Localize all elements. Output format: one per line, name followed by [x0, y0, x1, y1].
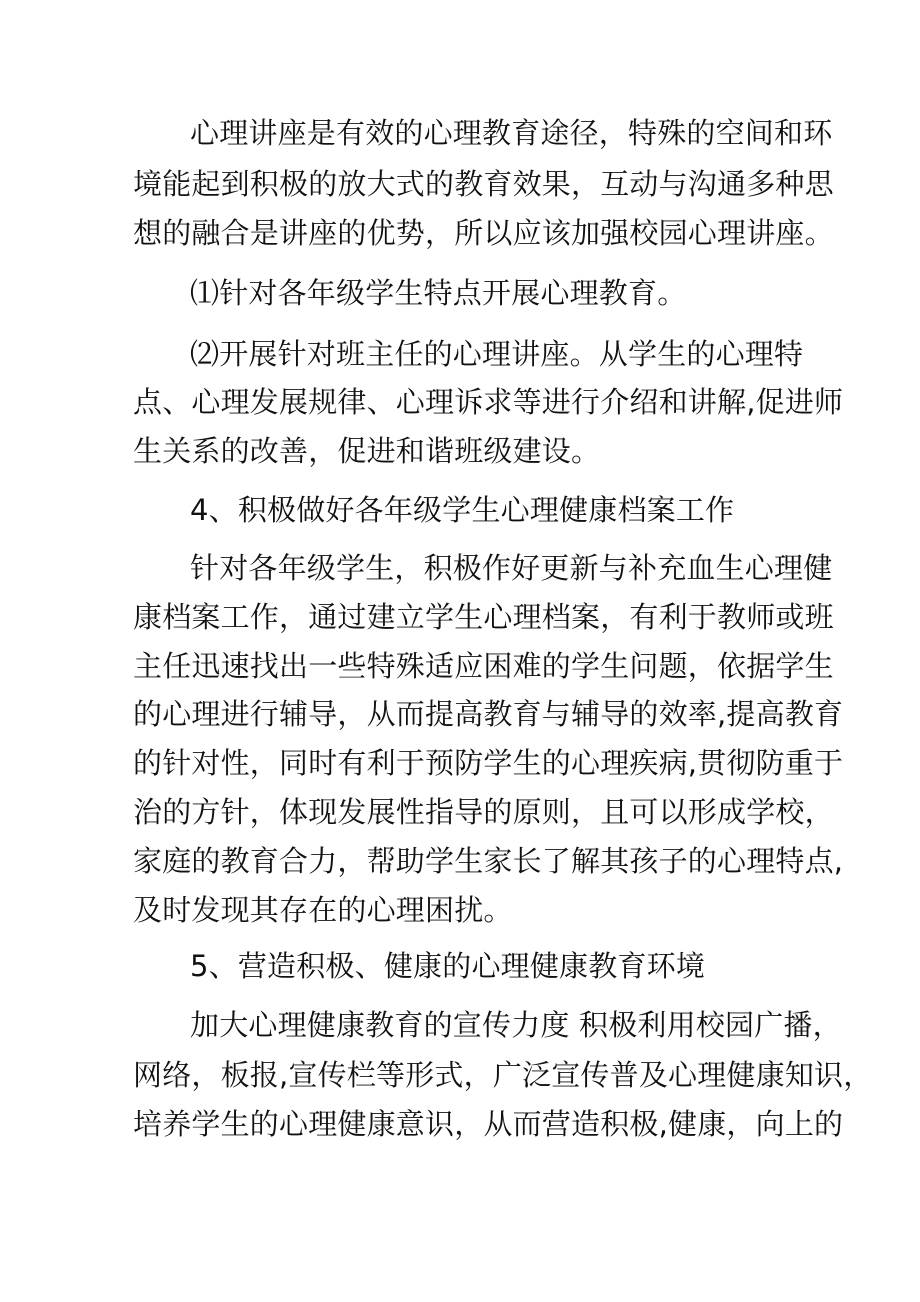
paragraph-line: 心理讲座是有效的心理教育途径，特殊的空间和环 [190, 116, 833, 150]
list-item: ⑴针对各年级学生特点开展心理教育。 [190, 276, 687, 310]
paragraph-line: 点、心理发展规律、心理诉求等进行介绍和讲解,促进师 [133, 385, 844, 419]
paragraph-line: 康档案工作，通过建立学生心理档案，有利于教师或班 [133, 600, 834, 634]
paragraph-line: 主任迅速找出一些特殊适应困难的学生问题，依据学生 [133, 649, 834, 683]
paragraph-line: 境能起到积极的放大式的教育效果，互动与沟通多种思 [133, 167, 834, 201]
paragraph-line: 家庭的教育合力，帮助学生家长了解其孩子的心理特点, [133, 844, 844, 878]
paragraph-line: 的针对性，同时有利于预防学生的心理疾病,贯彻防重于 [133, 746, 844, 780]
paragraph-line: 治的方针，体现发展性指导的原则，且可以形成学校， [133, 795, 834, 829]
paragraph-line: 想的融合是讲座的优势，所以应该加强校园心理讲座。 [133, 216, 834, 250]
paragraph-line: 培养学生的心理健康意识，从而营造积极,健康，向上的 [133, 1107, 844, 1141]
paragraph-line: 及时发现其存在的心理困扰。 [133, 893, 513, 927]
list-item: ⑵开展针对班主任的心理讲座。从学生的心理特 [190, 337, 804, 371]
paragraph-line: 加大心理健康教育的宣传力度 积极利用校园广播， [190, 1008, 842, 1042]
paragraph-line: 针对各年级学生，积极作好更新与补充血生心理健 [190, 551, 833, 585]
paragraph-line: 的心理进行辅导，从而提高教育与辅导的效率,提高教育 [133, 697, 844, 731]
section-heading: 4、积极做好各年级学生心理健康档案工作 [190, 493, 735, 527]
paragraph-line: 生关系的改善，促进和谐班级建设。 [133, 434, 601, 468]
paragraph-line: 网络，板报,宣传栏等形式，广泛宣传普及心理健康知识， [133, 1058, 873, 1092]
section-heading: 5、营造积极、健康的心理健康教育环境 [190, 949, 706, 983]
